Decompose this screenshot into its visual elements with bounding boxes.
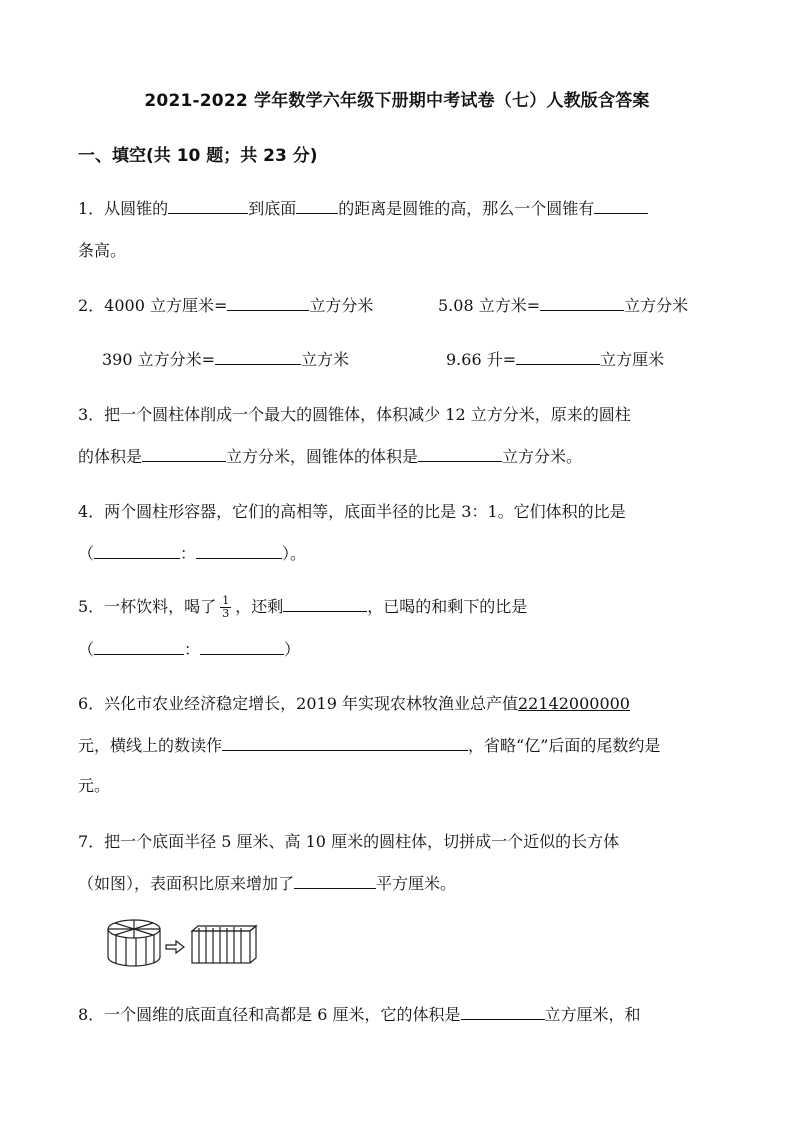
answer-blank[interactable] xyxy=(168,198,248,214)
section-heading: 一、填空(共 10 题；共 23 分) xyxy=(78,146,318,166)
answer-blank[interactable] xyxy=(594,198,648,214)
fraction: $\frac{1}{3}$ xyxy=(222,594,230,620)
question-2-line-2: 390 立方分米= 立方米 xyxy=(102,350,350,369)
answer-blank[interactable] xyxy=(283,596,367,612)
answer-blank[interactable] xyxy=(296,198,338,214)
question-2-line-1: 2．4000 立方厘米= 立方分米 xyxy=(78,296,374,315)
question-6-line-2: 元，横线上的数读作 ，省略“亿”后面的尾数约是 xyxy=(78,736,661,755)
answer-blank[interactable] xyxy=(200,639,284,655)
page-title: 2021-2022 学年数学六年级下册期中考试卷（七）人教版含答案 xyxy=(144,91,650,111)
question-5-line-2: （ ： ） xyxy=(78,640,301,659)
question-4-line-1: 4．两个圆柱形容器，它们的高相等，底面半径的比是 3：1。它们体积的比是 xyxy=(78,502,626,521)
answer-blank[interactable] xyxy=(227,295,309,311)
question-1-line-1: 1．从圆锥的 到底面 的距离是圆锥的高，那么一个圆锥有 xyxy=(78,198,648,220)
answer-blank[interactable] xyxy=(294,873,376,889)
question-1-line-2: 条高。 xyxy=(78,241,127,260)
question-3-line-2: 的体积是 立方分米，圆锥体的体积是 立方分米。 xyxy=(78,447,583,466)
question-7-line-1: 7．把一个底面半径 5 厘米、高 10 厘米的圆柱体，切拼成一个近似的长方体 xyxy=(78,832,620,851)
arrow-icon xyxy=(166,941,184,953)
question-8-line-1: 8．一个圆维的底面直径和高都是 6 厘米，它的体积是 立方厘米，和 xyxy=(78,1005,641,1024)
answer-blank[interactable] xyxy=(142,446,226,462)
answer-blank[interactable] xyxy=(94,543,180,559)
question-6-line-1: 6．兴化市农业经济稳定增长，2019 年实现农林牧渔业总产值22142000000 xyxy=(78,694,630,713)
cylinder-to-cuboid-figure xyxy=(104,915,264,971)
answer-blank[interactable] xyxy=(196,543,282,559)
answer-blank[interactable] xyxy=(418,446,502,462)
answer-blank[interactable] xyxy=(94,639,184,655)
answer-blank[interactable] xyxy=(222,735,468,751)
answer-blank[interactable] xyxy=(540,295,624,311)
answer-blank[interactable] xyxy=(215,349,301,365)
answer-blank[interactable] xyxy=(461,1004,545,1020)
question-4-line-2: （ ： ）。 xyxy=(78,544,307,563)
question-3-line-1: 3．把一个圆柱体削成一个最大的圆锥体，体积减少 12 立方分米，原来的圆柱 xyxy=(78,405,631,424)
question-2-line-1b: 5.08 立方米= 立方分米 xyxy=(438,296,689,315)
question-5-line-1: 5．一杯饮料，喝了 $\frac{1}{3}$ ，还剩 ，已喝的和剩下的比是 xyxy=(78,594,528,620)
question-2-line-2b: 9.66 升= 立方厘米 xyxy=(446,350,665,369)
question-6-line-3: 元。 xyxy=(78,776,111,795)
answer-blank[interactable] xyxy=(516,349,600,365)
question-7-line-2: （如图），表面积比原来增加了 平方厘米。 xyxy=(78,874,457,893)
underlined-number: 22142000000 xyxy=(518,694,630,713)
